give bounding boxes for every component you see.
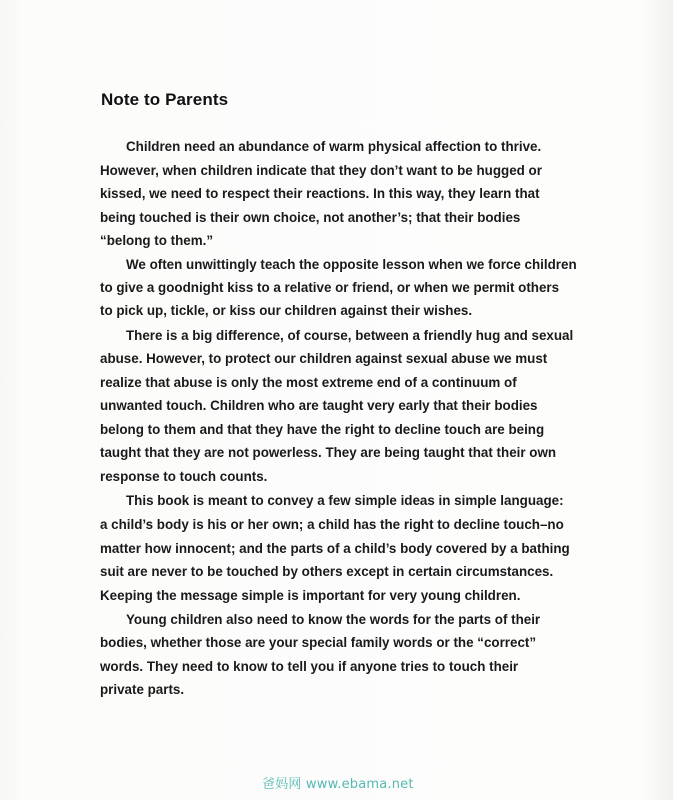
paragraph-1-line-2: However, when children indicate that they don’t want to be hugged or <box>100 163 542 178</box>
paragraph-1-line-4: being touched is their own choice, not another’s; that their bodies <box>100 210 521 225</box>
paragraph-4-line-5: Keeping the message simple is important for very young children. <box>100 588 521 603</box>
page-title: Note to Parents <box>101 90 229 109</box>
paragraph-3-line-4: unwanted touch. Children who are taught very early that their bodies <box>100 398 538 413</box>
paragraph-2-line-1: We often unwittingly teach the opposite lesson when we force children <box>126 257 577 272</box>
site-watermark: 爸妈网 www.ebama.net <box>262 777 414 792</box>
paragraph-1-line-3: kissed, we need to respect their reactions. In this way, they learn that <box>100 186 540 201</box>
paragraph-2-line-3: to pick up, tickle, or kiss our children against their wishes. <box>100 303 473 318</box>
paragraph-5-line-3: words. They need to know to tell you if anyone tries to touch their <box>100 659 519 674</box>
paragraph-5-line-1: Young children also need to know the words for the parts of their <box>126 612 541 627</box>
paragraph-3-line-6: taught that they are not powerless. They are being taught that their own <box>100 445 557 460</box>
paragraph-3-line-5: belong to them and that they have the right to decline touch are being <box>100 422 545 437</box>
paragraph-1-line-1: Children need an abundance of warm physical affection to thrive. <box>126 139 542 154</box>
paragraph-4-line-1: This book is meant to convey a few simple ideas in simple language: <box>126 493 564 508</box>
paragraph-3-line-1: There is a big difference, of course, between a friendly hug and sexual <box>126 328 574 343</box>
paragraph-3-line-2: abuse. However, to protect our children against sexual abuse we must <box>100 351 548 366</box>
paragraph-4-line-4: suit are never to be touched by others except in certain circumstances. <box>100 564 554 579</box>
paragraph-1-line-5: “belong to them.” <box>100 233 214 248</box>
paragraph-5-line-2: bodies, whether those are your special family words or the “correct” <box>100 635 537 650</box>
paragraph-4-line-2: a child’s body is his or her own; a child has the right to decline touch–no <box>100 517 564 532</box>
paragraph-2-line-2: to give a goodnight kiss to a relative or friend, or when we permit others <box>100 280 560 295</box>
paragraph-3-line-3: realize that abuse is only the most extreme end of a continuum of <box>100 375 517 390</box>
paragraph-3-line-7: response to touch counts. <box>100 469 268 484</box>
paragraph-5-line-4: private parts. <box>100 682 185 697</box>
paragraph-4-line-3: matter how innocent; and the parts of a child’s body covered by a bathing <box>100 541 570 556</box>
